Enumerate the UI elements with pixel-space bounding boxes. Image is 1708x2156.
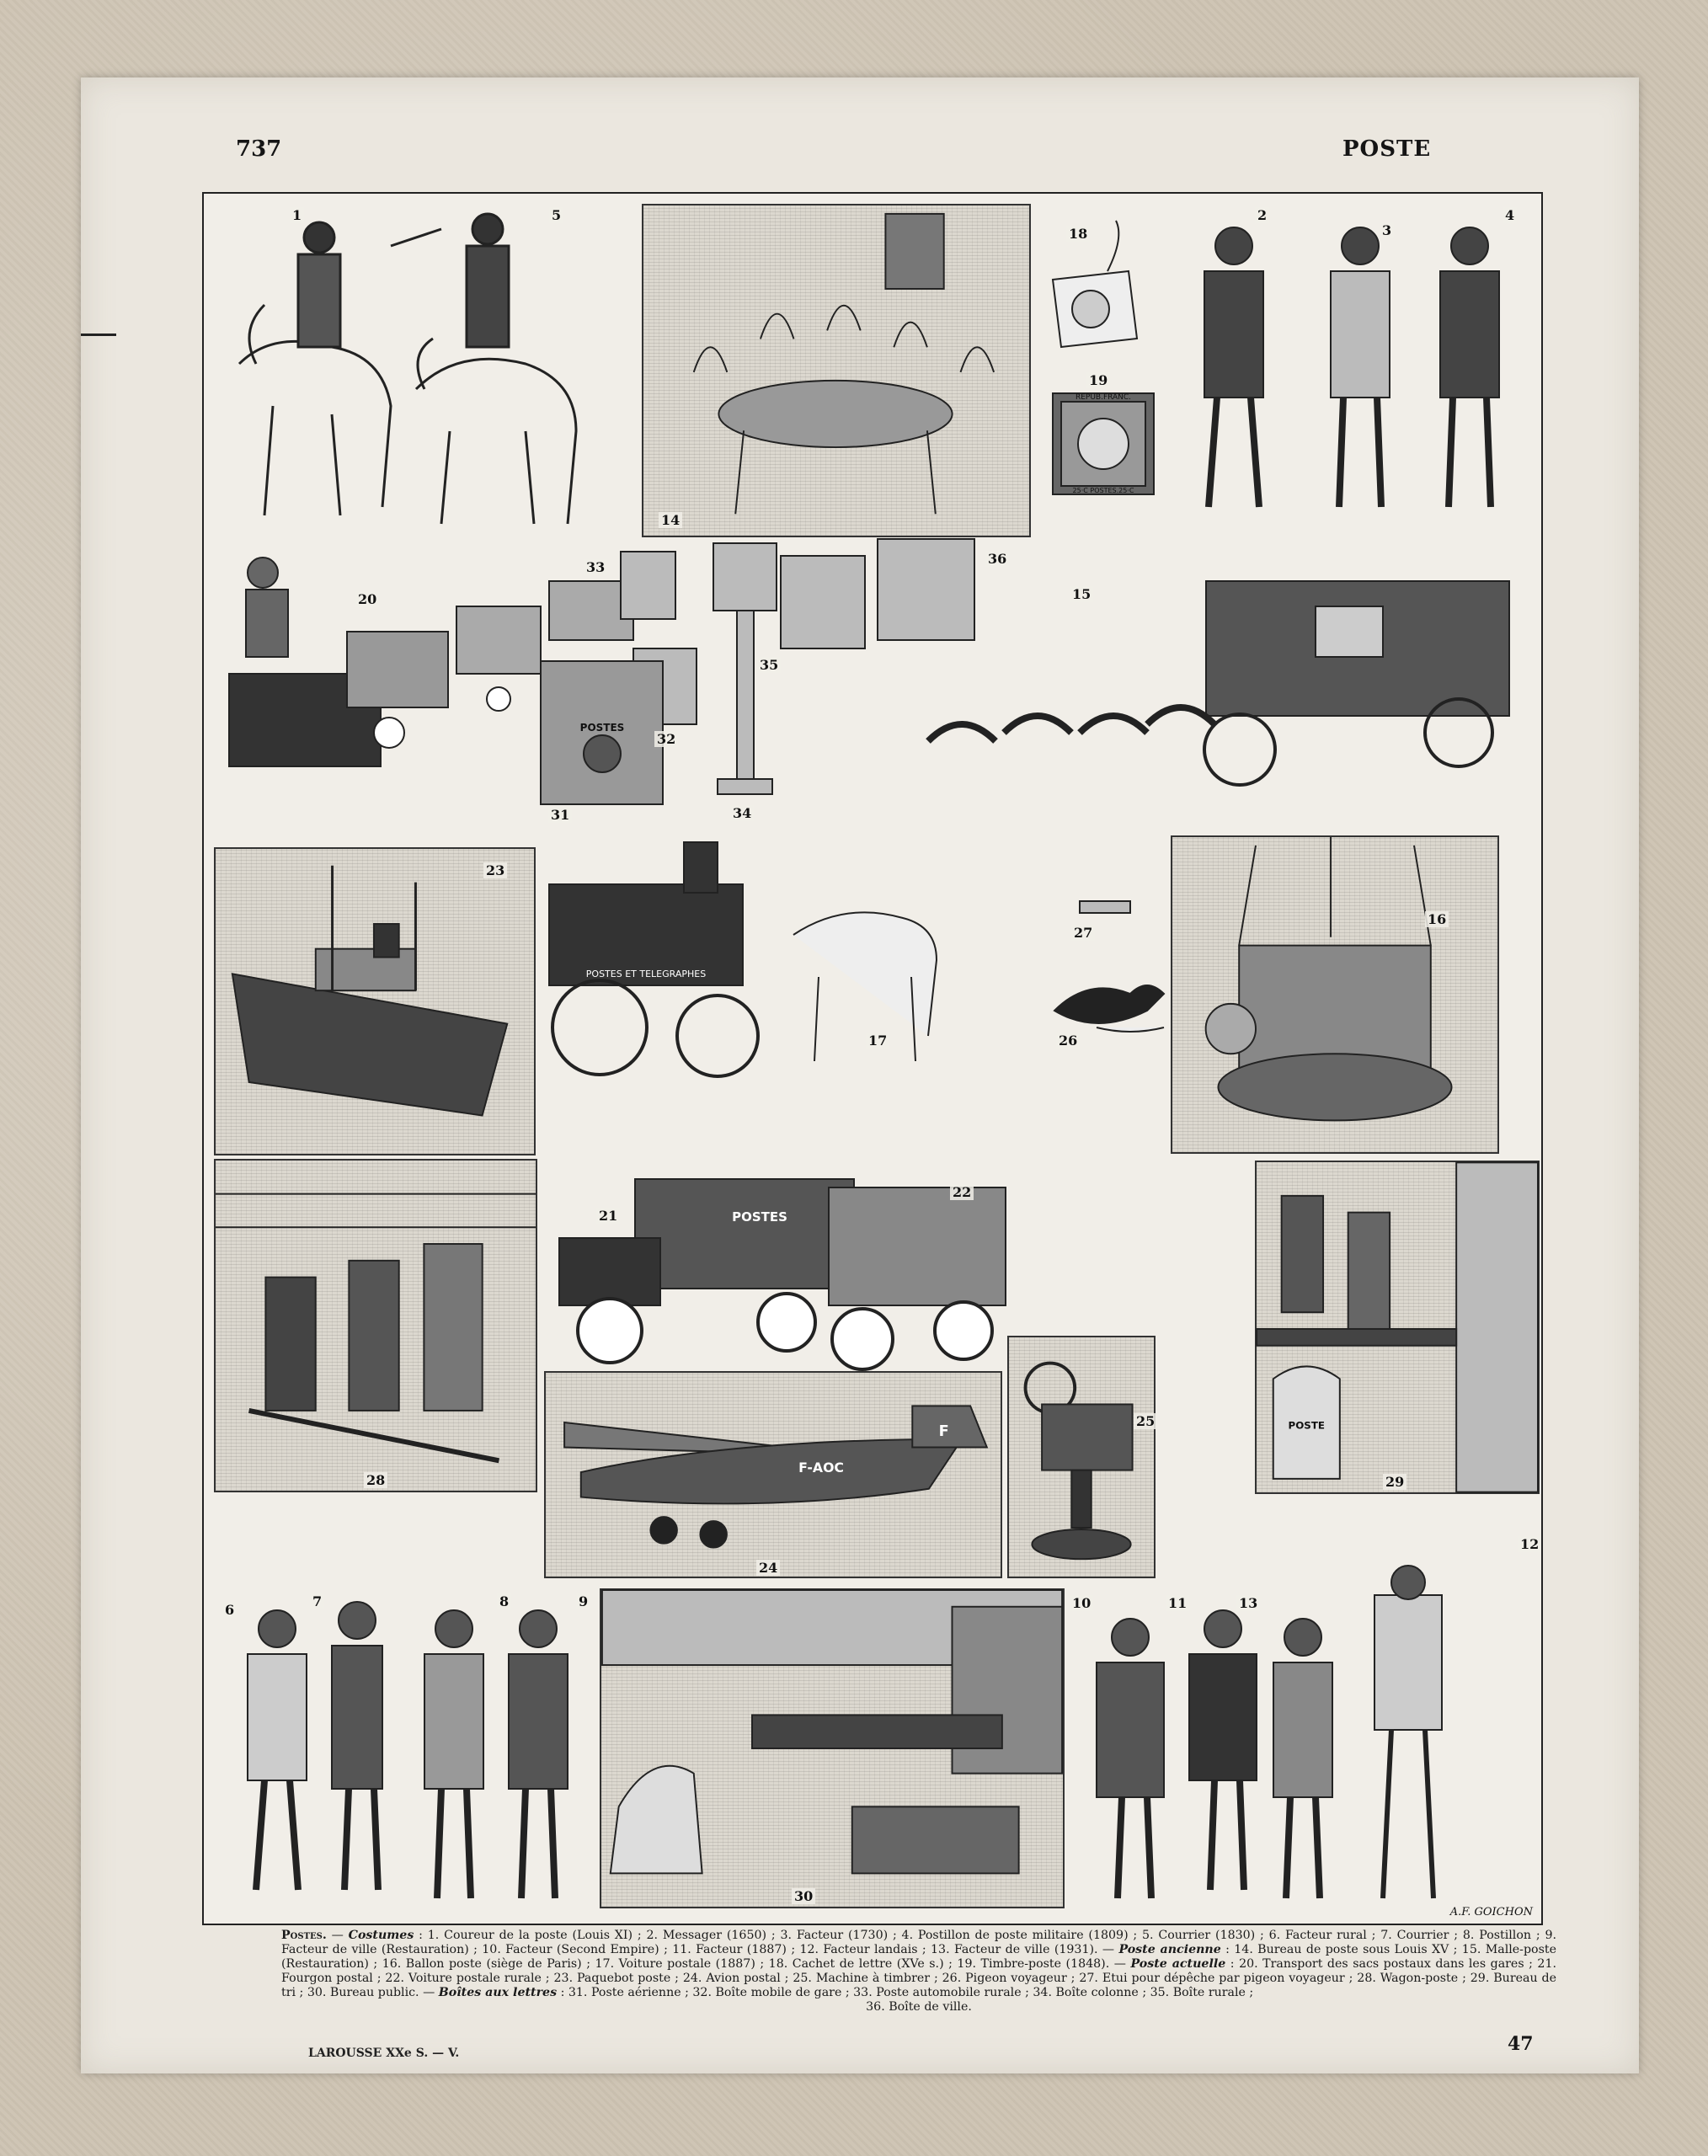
later-carriers-illustration	[1071, 1587, 1540, 1924]
caption-section-actuelle: Poste actuelle	[1130, 1957, 1226, 1971]
figure-number: 2	[1255, 207, 1269, 223]
figure-number: 29	[1383, 1474, 1406, 1490]
figure-number: 22	[950, 1184, 974, 1200]
figure-costumes-6-9	[205, 1587, 605, 1924]
figure-malle-poste	[878, 531, 1543, 851]
caption-section-costumes: Costumes	[348, 1929, 414, 1942]
figure-number: 15	[1070, 586, 1093, 602]
figure-number: 12	[1518, 1536, 1541, 1552]
airplane-illustration	[546, 1373, 1001, 1577]
figure-number: 1	[290, 207, 304, 223]
figure-number: 7	[310, 1593, 324, 1609]
figure-number: 30	[792, 1888, 815, 1904]
encyclopedia-page	[81, 77, 1639, 2073]
caption-text-ancienne: : 14. Bureau de poste sous Louis XV ; 15. Malle-poste (Restauration) ; 16. Ballon poste (siège de Paris) ; 17. Voiture postale (1887) ; 18. Cachet de lettre (XVe s.) ; 19. Timbre-poste (1848).	[281, 1943, 1556, 1971]
post-office-scene-illustration	[643, 205, 1029, 536]
letter-box-text: POSTES	[579, 722, 625, 734]
figure-public-office	[600, 1588, 1065, 1908]
publisher-footer: LAROUSSE XXe S. — V.	[308, 2047, 460, 2060]
figure-number: 20	[355, 591, 379, 607]
postal-vans-illustration	[542, 1171, 1014, 1373]
figure-number: 8	[497, 1593, 511, 1609]
mail-wagon-interior-illustration	[216, 1161, 536, 1491]
figure-number: 26	[1056, 1033, 1080, 1049]
horse-riders-illustration	[205, 195, 635, 558]
caption-text-costumes: : 1. Coureur de la poste (Louis XI) ; 2. Messager (1650) ; 3. Facteur (1730) ; 4. Postillon de poste militaire (1809) ; 5. Courrier (1830) ; 6. Facteur rural ; 7. Courrier ; 8. Postillon ; 9. Facteur de ville (Restauration) ; 10. Facteur (Second Empire) ; 11. Facteur (1887) ; 12. Facteur landais ; 13. Facteur de ville (1931).	[281, 1929, 1556, 1956]
figure-number: 19	[1086, 372, 1110, 388]
figure-number: 17	[866, 1033, 889, 1049]
caption-section-ancienne: Poste ancienne	[1118, 1943, 1221, 1956]
caption-text-boites: : 31. Poste aérienne ; 32. Boîte mobile de gare ; 33. Poste automobile rurale ; 34. Boîte colonne ; 35. Boîte rurale ;	[560, 1986, 1254, 1999]
figure-number: 34	[730, 805, 754, 821]
figure-costumes-2-3-4	[1154, 195, 1540, 532]
steamship-illustration	[216, 849, 534, 1154]
postal-wagon-illustration	[541, 834, 1054, 1086]
stagecoach-illustration	[878, 531, 1543, 851]
figure-number: 16	[1425, 911, 1449, 927]
plane-tail-text: F	[938, 1422, 949, 1440]
stamp-bottom-text: 25·C POSTES.25·C	[1072, 487, 1134, 494]
figure-postal-vans	[542, 1171, 1014, 1373]
letter-boxes-illustration	[536, 539, 873, 825]
figure-number: 33	[584, 559, 607, 575]
figure-number: 9	[576, 1593, 590, 1609]
figure-number: 18	[1066, 226, 1090, 242]
figure-pigeon	[1046, 884, 1172, 1053]
figure-balloon-post	[1171, 835, 1499, 1154]
figure-number: 25	[1134, 1413, 1157, 1429]
page-number: 737	[236, 136, 282, 162]
page-heading: POSTE	[1342, 136, 1432, 162]
figure-number: 23	[483, 862, 507, 878]
stamp-top-text: REPUB.FRANC.	[1075, 393, 1132, 402]
figure-number: 13	[1236, 1595, 1260, 1611]
plane-registration: F-AOC	[798, 1460, 844, 1476]
van-text: POSTES	[732, 1209, 787, 1225]
figure-mail-car	[214, 1159, 537, 1492]
caption-section-boites: Boîtes aux lettres	[438, 1986, 558, 1999]
figure-postal-wagon-1887	[541, 834, 1054, 1086]
figure-caption: Postes. — Costumes : 1. Coureur de la poste (Louis XI) ; 2. Messager (1650) ; 3. Facteur (1730) ; 4. Postillon de poste militaire (1809) ; 5. Courrier (1830) ; 6. Facteur rural ; 7. Courrier ; 8. Postillon ; 9. Facteur de ville (Restauration) ; 10. Facteur (Second Empire) ; 11. Facteur (1887) ; 12. Facteur landais ; 13. Facteur de ville (1931). — Poste ancienne : 14. Bureau de poste sous Louis XV ; 15. Malle-poste (Restauration) ; 16. Ballon poste (siège de Paris) ; 17. Voiture postale (1887) ; 18. Cachet de lettre (XVe s.) ; 19. Timbre-poste (1848). — Poste actuelle : 20. Transport des sacs postaux dans les gares ; 21. Fourgon postal ; 22. Voiture postale rurale ; 23. Paquebot poste ; 24. Avion postal ; 25. Machine à timbrer ; 26. Pigeon voyageur ; 27. Etui pour dépêche par pigeon voyageur ; 28. Wagon-poste ; 29. Bureau de tri ; 30. Bureau public. — Boîtes aux lettres : 31. Poste aérienne ; 32. Boîte mobile de gare ; 33. Poste automobile rurale ; 34. Boîte colonne ; 35. Boîte rurale ; 36. Boîte de ville.	[281, 1929, 1556, 2014]
public-post-office-illustration	[601, 1590, 1063, 1907]
figure-number: 32	[654, 731, 678, 747]
figure-airmail-plane	[544, 1371, 1002, 1578]
illustration-plate	[202, 192, 1543, 1925]
costumed-figures-illustration	[1154, 195, 1540, 532]
figure-letter-boxes	[536, 539, 873, 825]
margin-mark	[81, 334, 116, 336]
caption-lead: Postes.	[281, 1929, 327, 1942]
stamping-machine-illustration	[1009, 1337, 1154, 1577]
figure-sorting-office	[1255, 1161, 1540, 1494]
figure-number: 6	[222, 1602, 237, 1618]
carrier-pigeon-illustration	[1046, 884, 1172, 1053]
figure-number: 28	[364, 1472, 387, 1488]
figure-number: 35	[757, 657, 781, 673]
figure-costumes-10-13	[1071, 1536, 1540, 1924]
artist-signature: A.F. GOICHON	[1449, 1906, 1533, 1919]
figure-number: 11	[1166, 1595, 1189, 1611]
figure-number: 36	[985, 551, 1009, 567]
figure-number: 5	[549, 207, 563, 223]
figure-number: 21	[596, 1208, 620, 1224]
figure-number: 27	[1071, 925, 1095, 941]
figure-franking-machine	[1007, 1336, 1156, 1578]
balloon-basket-illustration	[1172, 837, 1497, 1152]
figure-seal-and-stamp	[1036, 204, 1154, 537]
figure-packet-boat	[214, 847, 536, 1155]
figure-number: 4	[1503, 207, 1517, 223]
figure-number: 10	[1070, 1595, 1093, 1611]
seal-and-stamp-illustration	[1036, 204, 1154, 537]
sorting-office-illustration	[1257, 1162, 1538, 1492]
caption-text-actuelle: : 20. Transport des sacs postaux dans les gares ; 21. Fourgon postal ; 22. Voiture postale rurale ; 23. Paquebot poste ; 24. Avion postal ; 25. Machine à timbrer ; 26. Pigeon voyageur ; 27. Etui pour dépêche par pigeon voyageur ; 28. Wagon-poste ; 29. Bureau de tri ; 30. Bureau public.	[281, 1957, 1556, 1999]
figure-horse-riders	[205, 195, 635, 558]
figure-number: 31	[548, 807, 572, 823]
bag-text: POSTE	[1288, 1419, 1326, 1432]
sheet-number: 47	[1508, 2033, 1534, 2055]
wagon-text: POSTES ET TELEGRAPHES	[585, 969, 707, 979]
figure-number: 14	[659, 512, 682, 528]
figure-number: 3	[1380, 222, 1394, 238]
figure-number: 24	[756, 1560, 780, 1576]
figure-post-office-louis-xv	[642, 204, 1031, 537]
costumed-carriers-illustration	[205, 1587, 605, 1924]
caption-text-last: 36. Boîte de ville.	[866, 2000, 972, 2014]
